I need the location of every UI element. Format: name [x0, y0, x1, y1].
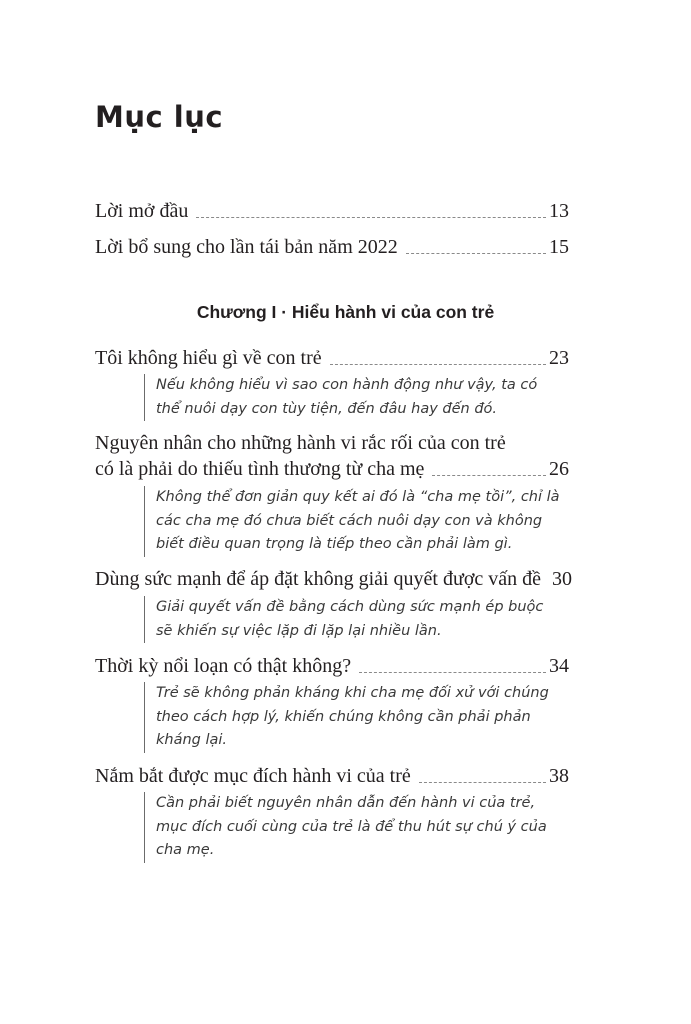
- description-line: Giải quyết vấn đề bằng cách dùng sức mạnh ép buộc: [156, 599, 544, 615]
- dot-leader: [196, 216, 546, 218]
- toc-entry-page: 38: [549, 765, 569, 787]
- description-line: kháng lại.: [156, 732, 228, 748]
- description-line: các cha mẹ đó chưa biết cách nuôi dạy con và không: [156, 512, 543, 529]
- description-line: theo cách hợp lý, khiến chúng không cần phải phản: [156, 708, 531, 725]
- toc-entry-page: 34: [549, 655, 569, 677]
- toc-entry-description: [144, 682, 576, 753]
- toc-entry-reprint-note[interactable]: [95, 236, 569, 259]
- toc-entry-title: Dùng sức mạnh để áp đặt không giải quyết được vấn đề: [95, 568, 542, 590]
- dot-leader: [330, 363, 546, 365]
- toc-entry[interactable]: [95, 655, 569, 678]
- description-line: Nếu không hiểu vì sao con hành động như vậy, ta có: [156, 377, 538, 393]
- toc-entry-page: 23: [549, 347, 569, 369]
- dot-leader: [359, 671, 546, 673]
- toc-entry-description: [144, 374, 576, 421]
- description-line: biết điều quan trọng là tiếp theo cần phải làm gì.: [156, 536, 513, 552]
- toc-entry[interactable]: [95, 568, 573, 591]
- dot-leader: [406, 252, 546, 254]
- toc-entry-title: có là phải do thiếu tình thương từ cha mẹ: [95, 458, 425, 480]
- toc-entry-title: Tôi không hiểu gì về con trẻ: [95, 347, 322, 369]
- description-line: thể nuôi dạy con tùy tiện, đến đâu hay đến đó.: [156, 400, 498, 417]
- toc-entry-title: Thời kỳ nổi loạn có thật không?: [95, 655, 352, 677]
- description-line: Trẻ sẽ không phản kháng khi cha mẹ đối xử với chúng: [156, 685, 549, 701]
- toc-entry[interactable]: [95, 765, 569, 788]
- toc-entry-page: 15: [549, 236, 569, 258]
- toc-entry-preface[interactable]: [95, 200, 569, 223]
- toc-entry-title: Lời mở đầu: [95, 200, 189, 222]
- dot-leader: [432, 474, 546, 476]
- toc-entry-description: [144, 486, 576, 557]
- toc-entry[interactable]: [95, 347, 569, 370]
- description-line: Cần phải biết nguyên nhân dẫn đến hành vi của trẻ,: [156, 795, 536, 811]
- toc-entry[interactable]: [95, 458, 569, 481]
- toc-entry-description: [144, 792, 576, 863]
- toc-entry-title: Lời bổ sung cho lần tái bản năm 2022: [95, 236, 398, 258]
- description-line: cha mẹ.: [156, 842, 215, 858]
- description-line: mục đích cuối cùng của trẻ là để thu hút sự chú ý của: [156, 818, 547, 835]
- description-line: sẽ khiến sự việc lặp đi lặp lại nhiều lần.: [156, 622, 442, 639]
- toc-entry-page: 13: [549, 200, 569, 222]
- page-title: Mục lục: [95, 100, 224, 134]
- toc-entry-description: [144, 596, 576, 643]
- toc-entry-title[interactable]: Nguyên nhân cho những hành vi rắc rối của con trẻ: [95, 432, 506, 454]
- description-line: Không thể đơn giản quy kết ai đó là “cha mẹ tồi”, chỉ là: [156, 489, 560, 505]
- dot-leader: [419, 781, 546, 783]
- toc-entry-page: 26: [549, 458, 569, 480]
- toc-entry-page: 30: [552, 568, 573, 590]
- chapter-heading: Chương I · Hiểu hành vi của con trẻ: [196, 302, 495, 322]
- toc-entry-title: Nắm bắt được mục đích hành vi của trẻ: [95, 765, 411, 787]
